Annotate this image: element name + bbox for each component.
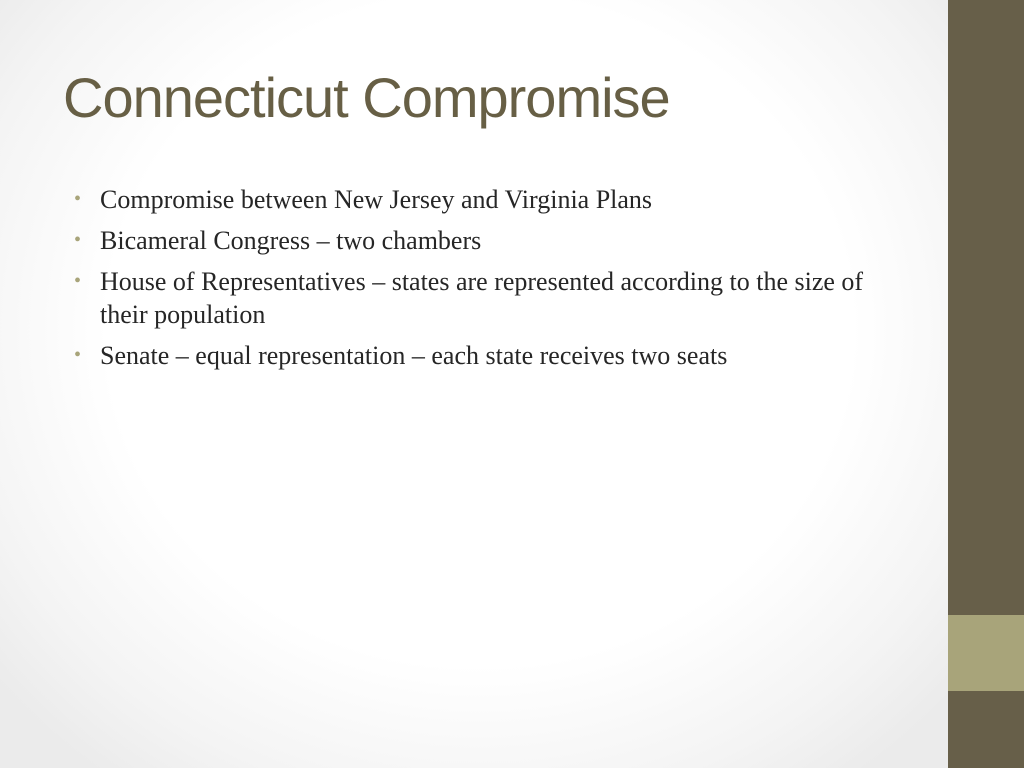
bullet-item [74,224,894,257]
bullet-icon: • [74,344,82,366]
bullet-text: House of Representatives – states are represented according to the size of their population [100,267,864,329]
bullet-icon: • [74,188,82,210]
bullet-text: Compromise between New Jersey and Virginia Plans [100,185,653,214]
decorative-sidebar [948,0,1024,768]
bullet-item [74,339,894,372]
slide-title: Connecticut Compromise [63,66,670,129]
bullet-list [74,183,894,380]
bullet-icon: • [74,229,82,251]
sidebar-accent-block [948,615,1024,691]
bullet-icon: • [74,270,82,292]
bullet-text: Senate – equal representation – each state receives two seats [100,341,728,370]
bullet-text: Bicameral Congress – two chambers [100,226,482,255]
bullet-item [74,183,894,216]
bullet-item [74,265,894,331]
